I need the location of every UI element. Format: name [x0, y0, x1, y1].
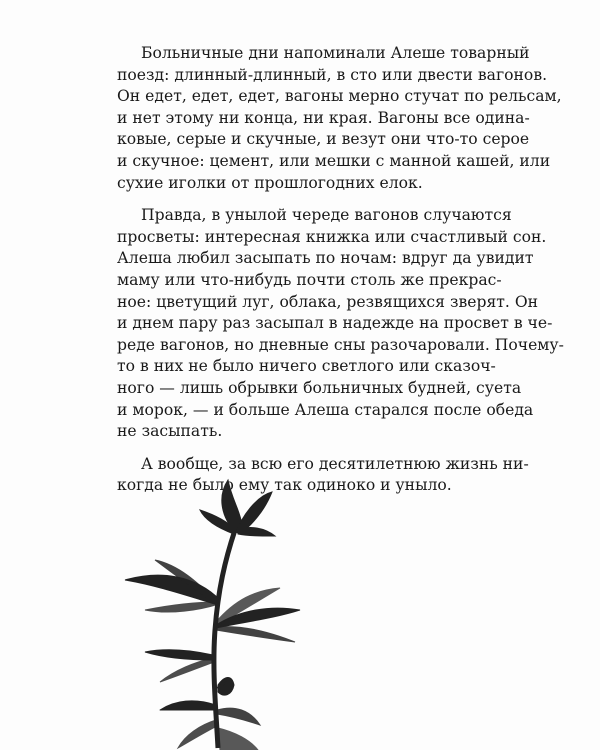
text-line: сухие иголки от прошлогодних елок. [117, 173, 423, 192]
text-line: реде вагонов, но дневные сны разочаровали. Почему- [117, 335, 564, 354]
text-line: ное: цветущий луг, облака, резвящихся зверят. Он [117, 292, 538, 311]
text-line: Он едет, едет, едет, вагоны мерно стучат по рельсам, [117, 87, 562, 106]
text-line: маму или что-нибудь почти столь же прекрас- [117, 270, 502, 289]
text-line: Правда, в унылой череде вагонов случаются [141, 206, 512, 225]
paragraph [117, 205, 564, 443]
text-line: когда не было ему так одиноко и уныло. [117, 476, 452, 495]
body-text [117, 43, 564, 508]
plant-drawing [125, 480, 300, 750]
flowering-plant-icon [100, 470, 330, 750]
text-line: поезд: длинный-длинный, в сто или двести вагонов. [117, 65, 548, 84]
text-line: то в них не было ничего светлого или сказоч- [117, 357, 496, 376]
text-line: и нет этому ни конца, ни края. Вагоны все одина- [117, 108, 530, 127]
text-line: не засыпать. [117, 422, 223, 441]
text-line: и морок, — и больше Алеша старался после обеда [117, 400, 534, 419]
text-line: и днем пару раз засыпал в надежде на просвет в че- [117, 314, 553, 333]
text-line: А вообще, за всю его десятилетнюю жизнь ни- [141, 454, 529, 473]
text-line: и скучное: цемент, или мешки с манной кашей, или [117, 151, 551, 170]
text-line: Больничные дни напоминали Алеше товарный [141, 44, 530, 62]
text-line: просветы: интересная книжка или счастливый сон. [117, 227, 547, 246]
text-line: ковые, серые и скучные, и везут они что-то серое [117, 130, 530, 149]
text-line: Алеша любил засыпать по ночам: вдруг да увидит [117, 249, 534, 268]
paragraph [117, 43, 562, 194]
text-line: ного — лишь обрывки больничных будней, суета [117, 378, 522, 397]
